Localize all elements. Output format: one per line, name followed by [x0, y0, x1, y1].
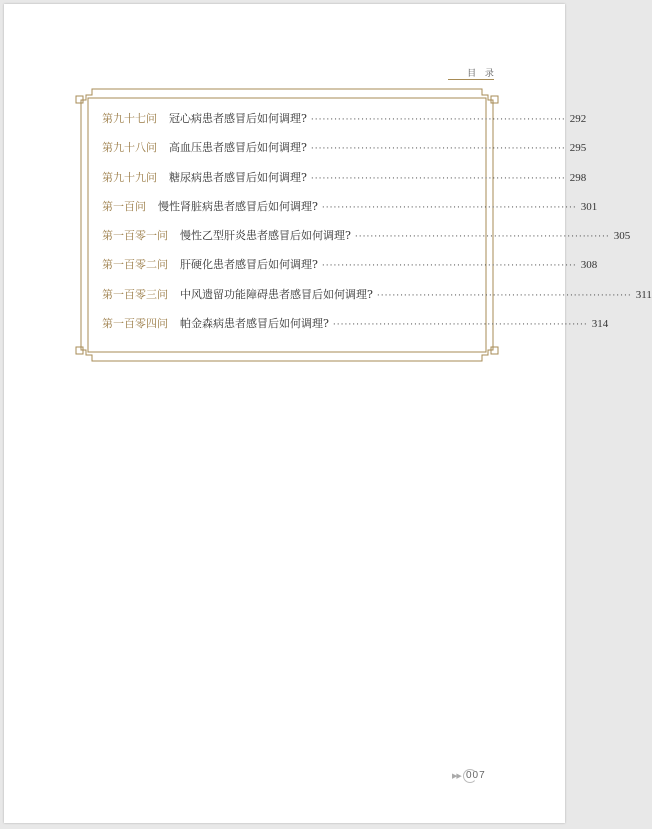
page-number: 007	[466, 770, 486, 781]
section-title: 目 录	[467, 69, 497, 79]
toc-leader-dots: ··································································	[376, 290, 632, 301]
toc-entry-title: 慢性乙型肝炎患者感冒后如何调理?	[180, 229, 351, 243]
toc-leader-dots: ··································································	[332, 320, 588, 331]
toc-entry-number: 第九十七问	[102, 112, 157, 125]
toc-entry[interactable]	[102, 110, 587, 139]
toc-entry-title: 中风遗留功能障碍患者感冒后如何调理?	[180, 287, 373, 301]
toc-entry-page: 308	[580, 259, 598, 272]
toc-leader-dots: ··································································	[310, 115, 566, 125]
toc-entry-page: 305	[613, 230, 631, 243]
toc-leader-dots: ··································································	[354, 232, 610, 243]
toc-entry-number: 第九十八问	[102, 141, 157, 155]
toc-entry-number: 第一百问	[102, 199, 146, 213]
toc-entry-page: 298	[569, 171, 587, 184]
toc-entry-title: 糖尿病患者感冒后如何调理?	[169, 170, 307, 184]
toc-entry-page: 292	[569, 113, 587, 125]
toc-leader-dots: ··································································	[321, 202, 577, 213]
toc-leader-dots: ··································································	[310, 173, 566, 184]
toc-leader-dots: ··································································	[310, 144, 566, 155]
toc-entry-title: 冠心病患者感冒后如何调理?	[169, 112, 307, 125]
toc-entry[interactable]	[102, 315, 609, 344]
toc-entry[interactable]	[102, 286, 652, 315]
toc-entry-number: 第一百零四问	[102, 317, 168, 331]
toc-entry[interactable]	[102, 256, 598, 285]
footer-arrows-icon: ▶▶	[452, 772, 461, 780]
toc-entry-number: 第一百零一问	[102, 229, 168, 243]
toc-entry-page: 314	[591, 318, 609, 331]
toc-entry[interactable]	[102, 139, 587, 168]
toc-entry-title: 慢性肾脏病患者感冒后如何调理?	[158, 199, 318, 213]
toc-entry-title: 帕金森病患者感冒后如何调理?	[180, 317, 329, 331]
header-rule	[448, 79, 494, 80]
toc-entry[interactable]	[102, 227, 631, 256]
toc-leader-dots: ··································································	[321, 261, 577, 272]
toc-entry-number: 第九十九问	[102, 170, 157, 184]
toc-entry-title: 高血压患者感冒后如何调理?	[169, 141, 307, 155]
toc-entry-page: 311	[635, 288, 652, 301]
toc-entry-number: 第一百零三问	[102, 287, 168, 301]
document-page	[4, 4, 652, 823]
toc-entry-number: 第一百零二问	[102, 258, 168, 272]
toc-entry-page: 301	[580, 200, 598, 213]
toc-list	[102, 110, 652, 344]
toc-entry[interactable]	[102, 169, 587, 198]
toc-entry[interactable]	[102, 198, 598, 227]
toc-entry-title: 肝硬化患者感冒后如何调理?	[180, 258, 318, 272]
toc-entry-page: 295	[569, 142, 587, 155]
